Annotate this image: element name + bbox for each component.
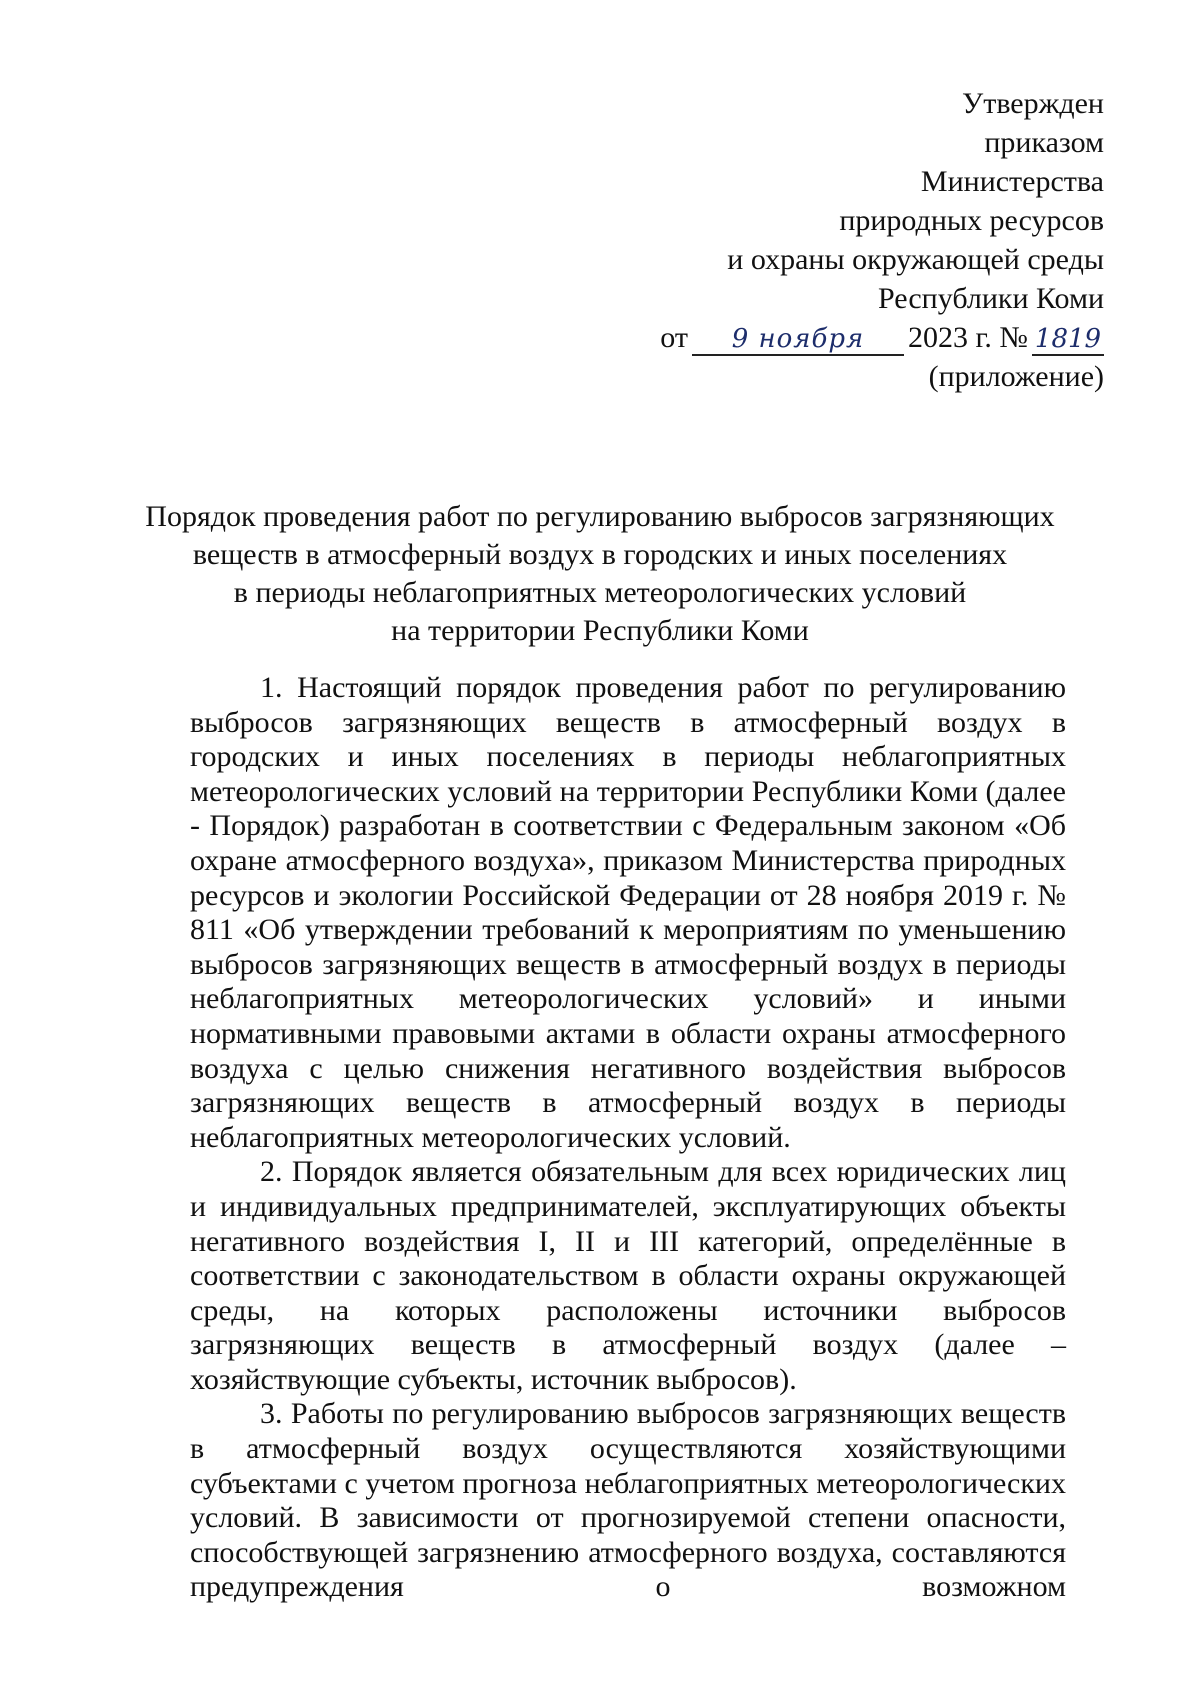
approval-line-environment: и охраны окружающей среды — [727, 243, 1104, 276]
title-line: на территории Республики Коми — [391, 614, 809, 647]
attachment-note: (приложение) — [928, 360, 1104, 393]
title-line: веществ в атмосферный воздух в городских и иных поселениях — [192, 538, 1008, 571]
approval-line-resources: природных ресурсов — [839, 204, 1104, 237]
document-title — [120, 498, 1080, 650]
handwritten-date: 9 ноября — [692, 324, 904, 356]
paragraph-2: 2. Порядок является обязательным для всех юридических лиц и индивидуальных предпринимателей, эксплуатирующих объекты негативного воздействия I, II и III категорий, определённые в соответствии с законодательством в области охраны окружающей среды, на которых расположены источники выбросов загрязняющих веществ в атмосферный воздух (далее – хозяйствующие субъекты, источник выбросов). — [190, 1155, 1066, 1396]
approval-line-ministry: Министерства — [920, 165, 1104, 198]
from-label: от — [660, 321, 688, 354]
paragraph-3: 3. Работы по регулированию выбросов загрязняющих веществ в атмосферный воздух осуществляются хозяйствующими субъектами с учетом прогноза неблагоприятных метеорологических условий. В зависимости от прогнозируемой степени опасности, способствующей загрязнению атмосферного воздуха, составляются предупреждения о возможном — [190, 1397, 1066, 1604]
title-line: в периоды неблагоприятных метеорологических условий — [233, 576, 967, 609]
document-body — [190, 671, 1066, 1605]
handwritten-order-number: 1819 — [1032, 324, 1104, 356]
approval-line-order: приказом — [984, 126, 1104, 159]
order-year-number-label: 2023 г. № — [907, 321, 1028, 354]
order-date-line — [660, 318, 1104, 357]
title-line: Порядок проведения работ по регулированию выбросов загрязняющих — [145, 500, 1055, 533]
approval-line-approved: Утвержден — [961, 87, 1104, 120]
approval-line-republic: Республики Коми — [878, 282, 1104, 315]
approval-block — [660, 84, 1104, 396]
paragraph-1: 1. Настоящий порядок проведения работ по регулированию выбросов загрязняющих веществ в атмосферный воздух в городских и иных поселениях в периоды неблагоприятных метеорологических условий на территории Республики Коми (далее - Порядок) разработан в соответствии с Федеральным законом «Об охране атмосферного воздуха», приказом Министерства природных ресурсов и экологии Российской Федерации от 28 ноября 2019 г. № 811 «Об утверждении требований к мероприятиям по уменьшению выбросов загрязняющих веществ в атмосферный воздух в периоды неблагоприятных метеорологических условий» и иными нормативными правовыми актами в области охраны атмосферного воздуха с целью снижения негативного воздействия выбросов загрязняющих веществ в атмосферный воздух в периоды неблагоприятных метеорологических условий. — [190, 671, 1066, 1154]
